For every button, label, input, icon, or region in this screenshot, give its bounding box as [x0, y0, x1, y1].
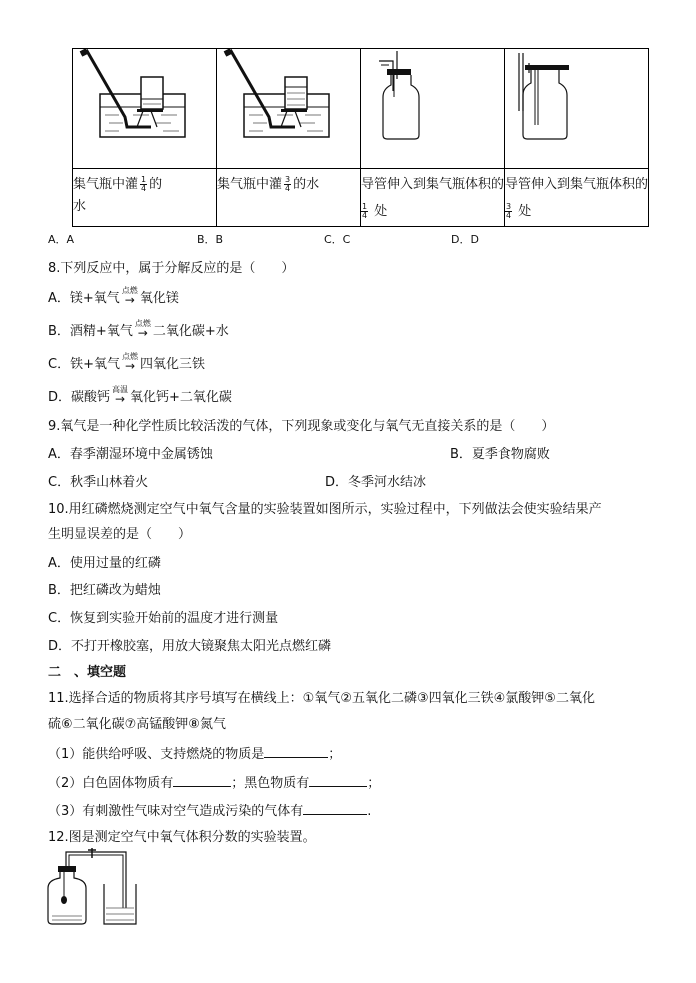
reaction-condition: 点燃 →	[121, 285, 138, 307]
reaction-condition: 点燃 →	[121, 351, 138, 373]
q7-option-d[interactable]: D．D	[451, 233, 479, 246]
trough-apparatus-b-illustration	[217, 49, 332, 164]
fraction-1-4-c: $\frac{1}{4}$	[362, 202, 368, 220]
q7-option-c[interactable]: C．C	[324, 233, 351, 246]
gas-bottle-c-illustration	[361, 49, 521, 164]
q7-option-a[interactable]: A．A	[48, 233, 75, 246]
gas-bottle-d-illustration	[505, 49, 665, 164]
q11-part2: （2）白色固体物质有 ；黑色物质有 ；	[48, 776, 381, 791]
trough-apparatus-a-illustration	[73, 49, 188, 164]
q9-option-a[interactable]: A．春季潮湿环境中金属锈蚀	[48, 447, 213, 462]
q7-caption-c: 导管伸入到集气瓶体积的 $\frac{1}{4}$ 处	[361, 169, 505, 227]
q11-blank-4[interactable]	[303, 802, 367, 815]
q7-table	[72, 48, 649, 227]
q9-option-b[interactable]: B．夏季食物腐败	[450, 447, 550, 462]
q11-blank-3[interactable]	[309, 774, 367, 787]
q10-stem-line1: 10.用红磷燃烧测定空气中氧气含量的实验装置如图所示，实验过程中，下列做法会使实验结果产	[48, 502, 602, 517]
fraction-1-4: $\frac{1}{4}$	[141, 175, 147, 193]
q8-option-a[interactable]: A．镁+氧气 点燃 → 氧化镁	[48, 285, 179, 307]
q9-option-d[interactable]: D．冬季河水结冰	[325, 475, 427, 490]
q11-part1: （1）能供给呼吸、支持燃烧的物质是 ；	[48, 747, 342, 762]
q10-option-b[interactable]: B．把红磷改为蜡烛	[48, 583, 161, 598]
q7-figure-a	[73, 49, 217, 169]
q7-caption-a: 集气瓶中灌 $\frac{1}{4}$ 的 水	[73, 169, 217, 227]
oxygen-measurement-apparatus-illustration	[40, 848, 140, 930]
q8-option-d[interactable]: D．碳酸钙 高温 → 氧化钙+二氧化碳	[48, 384, 232, 406]
q10-option-d[interactable]: D．不打开橡胶塞，用放大镜聚焦太阳光点燃红磷	[48, 639, 332, 654]
q7-caption-d: 导管伸入到集气瓶体积的 $\frac{3}{4}$ 处	[505, 169, 649, 227]
fraction-3-4: $\frac{3}{4}$	[285, 175, 291, 193]
reaction-condition: 高温 →	[112, 384, 129, 406]
reaction-condition: 点燃 →	[134, 318, 151, 340]
q11-stem-line1: 11.选择合适的物质将其序号填写在横线上：①氧气②五氧化二磷③四氧化三铁④氯酸钾⑤二氧化	[48, 691, 595, 706]
q7-option-b[interactable]: B．B	[197, 233, 224, 246]
q8-option-c[interactable]: C．铁+氧气 点燃 → 四氧化三铁	[48, 351, 205, 373]
q7-figure-b	[217, 49, 361, 169]
q11-part3: （3）有刺激性气味对空气造成污染的气体有 .	[48, 804, 372, 819]
q7-figure-d	[505, 49, 649, 169]
q12-stem: 12.图是测定空气中氧气体积分数的实验装置。	[48, 830, 316, 845]
q11-blank-1[interactable]	[264, 745, 328, 758]
q7-figure-c	[361, 49, 505, 169]
q11-blank-2[interactable]	[173, 774, 231, 787]
fraction-3-4-d: $\frac{3}{4}$	[506, 202, 512, 220]
q9-option-c[interactable]: C．秋季山林着火	[48, 475, 149, 490]
q8-option-b[interactable]: B．酒精+氧气 点燃 → 二氧化碳+水	[48, 318, 229, 340]
q8-stem: 8.下列反应中，属于分解反应的是（ ）	[48, 261, 295, 276]
q7-caption-b: 集气瓶中灌 $\frac{3}{4}$ 的水	[217, 169, 361, 227]
q9-stem: 9.氧气是一种化学性质比较活泼的气体，下列现象或变化与氧气无直接关系的是（ ）	[48, 419, 555, 434]
q11-stem-line2: 硫⑥二氧化碳⑦高锰酸钾⑧氮气	[48, 717, 226, 732]
q10-option-c[interactable]: C．恢复到实验开始前的温度才进行测量	[48, 611, 279, 626]
q10-stem-line2: 生明显误差的是（ ）	[48, 527, 192, 542]
q10-option-a[interactable]: A．使用过量的红磷	[48, 556, 161, 571]
section-fill-in-title: 二 、填空题	[48, 665, 127, 680]
